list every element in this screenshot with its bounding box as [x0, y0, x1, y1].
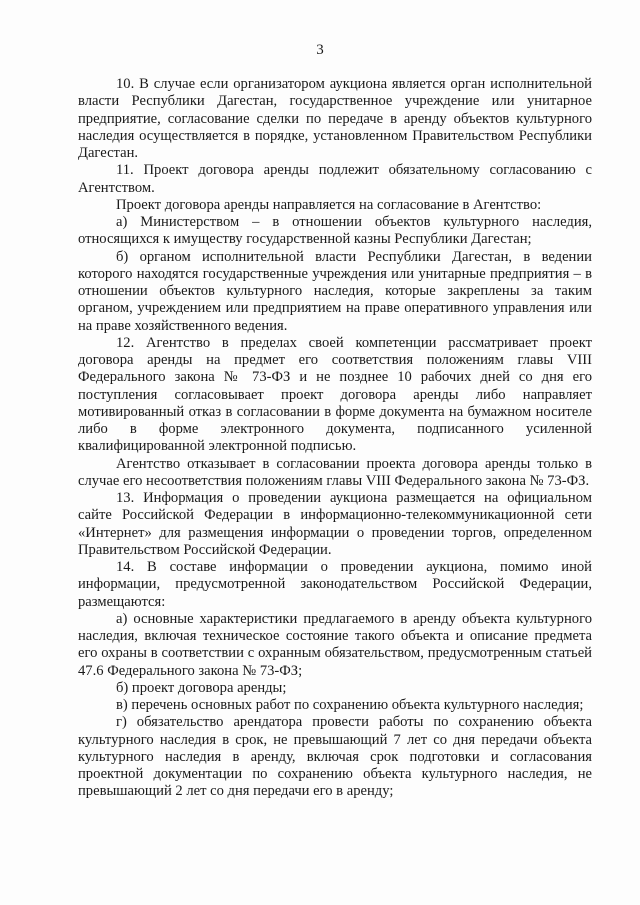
paragraph-14: 14. В составе информации о проведении аукциона, помимо иной информации, предусмотренной законодательством Российской Федерации, размещаются:	[78, 559, 592, 610]
paragraph-14-a: а) основные характеристики предлагаемого в аренду объекта культурного наследия, включая техническое состояние такого объекта и описание предмета его охраны в соответствии с охранным обязательством, предусмотренным статьей 47.6 Федерального закона № 73-ФЗ;	[78, 610, 592, 679]
paragraph-13: 13. Информация о проведении аукциона размещается на официальном сайте Российской Федерации в информационно-телекоммуникационной сети «Интернет» для размещения информации о проведении торгов, определенном Правительством Российской Федерации.	[78, 490, 592, 558]
paragraph-12: 12. Агентство в пределах своей компетенции рассматривает проект договора аренды на предмет его соответствия положениям главы VIII Федерального закона № 73-ФЗ и не позднее 10 рабочих дней со дня его поступления согласовывает проект договора аренды либо направляет мотивированный отказ в согласовании в форме документа на бумажном носителе либо в форме электронного документа, подписанного усиленной квалифицированной электронной подписью.	[78, 334, 592, 455]
paragraph-11-intro: Проект договора аренды направляется на согласование в Агентство:	[116, 196, 542, 213]
paragraph-11-a: а) Министерством – в отношении объектов культурного наследия, относящихся к имуществу государственной казны Республики Дагестан;	[78, 214, 592, 248]
paragraph-11-b: б) органом исполнительной власти Республики Дагестан, в ведении которого находятся государственные учреждения или унитарные предприятия – в отношении объектов культурного наследия, которые закреплены за таким органом, учреждением или предприятием на праве оперативного управления или на праве хозяйственного ведения.	[78, 248, 592, 334]
paragraph-10: 10. В случае если организатором аукциона является орган исполнительной власти Республики Дагестан, государственное учреждение или унитарное предприятие, согласование сделки по передаче в аренду объектов культурного наследия осуществляется в порядке, установленном Правительством Республики Дагестан.	[78, 76, 592, 161]
paragraph-14-b: б) проект договора аренды;	[116, 679, 287, 696]
page-number: 3	[316, 42, 324, 58]
document-body	[78, 76, 592, 801]
paragraph-11: 11. Проект договора аренды подлежит обязательному согласованию с Агентством.	[78, 162, 592, 196]
paragraph-14-v: в) перечень основных работ по сохранению объекта культурного наследия;	[116, 697, 584, 713]
paragraph-14-g: г) обязательство арендатора провести работы по сохранению объекта культурного наследия в срок, не превышающий 7 лет со дня передачи объекта культурного наследия в аренду, включая срок подготовки и согласования проектной документации по сохранению объекта культурного наследия, не превышающий 2 лет со дня передачи его в аренду;	[78, 714, 592, 800]
paragraph-12-refusal: Агентство отказывает в согласовании проекта договора аренды только в случае его несоответствия положениям главы VIII Федерального закона № 73-ФЗ.	[78, 455, 592, 489]
